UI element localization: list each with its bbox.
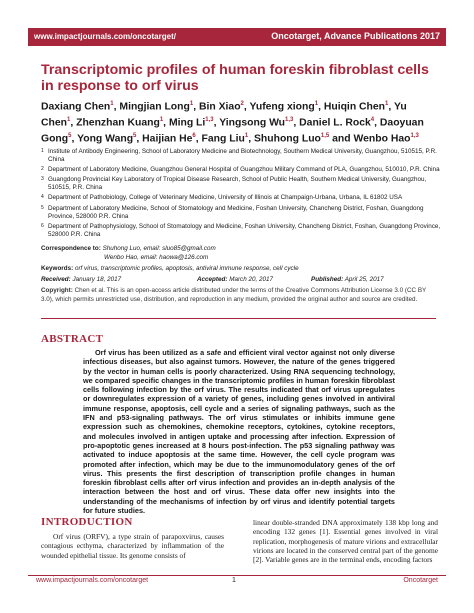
accepted-date: Accepted: March 20, 2017 bbox=[197, 276, 273, 283]
author-name: Daxiang Chen bbox=[41, 101, 111, 113]
affiliation-number: 3 bbox=[41, 176, 44, 183]
author-name: Wenbo Hao bbox=[353, 133, 411, 145]
author-name: Fang Liu bbox=[201, 133, 245, 145]
affiliation-number: 2 bbox=[41, 166, 44, 173]
affiliation bbox=[41, 194, 441, 202]
author-name: Huiqin Chen bbox=[323, 101, 386, 113]
affiliation-text: Department of Laboratory Medicine, Guangzhou General Hospital of Guangzhou Military Command of PLA, Guangzhou, 510010, P.R. China bbox=[48, 166, 440, 174]
footer-divider bbox=[28, 575, 446, 576]
author-list: Daxiang Chen$^1$, Mingjian Long$^1$, Bin Xiao$^2$, Yufeng xiong$^1$, Huiqin Chen$^1$, Yu Chen$^1$, Zhenzhan Kuang$^1$, Ming Li$^{1,3}$, Yingsong Wu$^{1,3}$, Daniel L. Rock$^4$, Daoyuan Gong$^5$, Yong Wang$^5$, Haijian He$^6$, Fang Liu$^1$, Shuhong Luo$^{1,5}$ and Wenbo Hao$^{1,3}$ bbox=[41, 101, 424, 145]
author-name: Zhenzhan Kuang bbox=[76, 117, 160, 129]
author-affiliation-ref: 1,3 bbox=[285, 117, 294, 124]
keywords bbox=[41, 265, 441, 272]
correspondence-line[interactable]: Shuhong Luo, email: sluo85@gmail.com bbox=[102, 245, 216, 252]
author-name: Daoyuan Gong bbox=[41, 117, 424, 145]
keywords-label: Keywords: bbox=[41, 265, 74, 272]
received-date: Received: January 18, 2017 bbox=[41, 276, 122, 283]
publication-label: Oncotarget, Advance Publications 2017 bbox=[271, 31, 440, 41]
affiliation-text: Institute of Antibody Engineering, School of Laboratory Medicine and Biotechnology, Southern Medical University, Guangzhou, 510515, P.R. China bbox=[48, 148, 437, 164]
published-date: Published: April 25, 2017 bbox=[311, 276, 384, 283]
author-affiliation-ref: 1,5 bbox=[320, 133, 330, 140]
affiliation bbox=[41, 176, 441, 192]
copyright-notice bbox=[41, 287, 437, 305]
footer-journal: Oncotarget bbox=[403, 577, 438, 584]
author-affiliation-ref: 1 bbox=[159, 117, 164, 124]
affiliation-number: 6 bbox=[41, 222, 44, 229]
introduction-heading: INTRODUCTION bbox=[41, 516, 133, 528]
footer-url[interactable]: www.impactjournals.com/oncotarget bbox=[36, 577, 149, 584]
author-name: Haijian He bbox=[142, 133, 193, 145]
section-divider bbox=[41, 318, 436, 319]
author-affiliation-ref: 1 bbox=[385, 101, 389, 107]
introduction-column-right: linear double-stranded DNA approximately 138 kbp long and encoding 132 genes [1]. Essential genes involved in viral replication, morphogenesis of mature virions and extracellular virions are located in the conserved central part of the genome [2]. Variable genes are in the terminal ends, encoding factors bbox=[253, 518, 438, 565]
page-number: 1 bbox=[232, 577, 236, 584]
affiliation-text: Department of Pathobiology, College of Veterinary Medicine, University of Illinois at Champaign-Urbana, Urbana, IL 61802 USA bbox=[48, 194, 403, 202]
author-name: Bin Xiao bbox=[198, 101, 241, 113]
affiliation-number: 1 bbox=[41, 148, 44, 154]
author-affiliation-ref: 1 bbox=[66, 117, 71, 124]
author-affiliation-ref: 1 bbox=[189, 101, 194, 107]
author-name: Yufeng xiong bbox=[249, 101, 315, 113]
affiliation bbox=[41, 223, 441, 239]
author-conjunction: and bbox=[332, 133, 351, 145]
author-name: Shuhong Luo bbox=[253, 133, 321, 145]
abstract-text: Orf virus has been utilized as a safe and efficient viral vector against not only diverse infectious diseases, but also against tumors. However, the nature of the genes triggered by the vector in human cells is poorly characterized. Using RNA sequencing technology, we compared specific changes in the transcriptomic profiles in human foreskin fibroblast cells following infection by the orf virus. The results indicated that orf virus upregulates or downregulates expression of a variety of genes, including genes involved in antiviral immune response, apoptosis, cell cycle and a series of signaling pathways, such as the IFN and p53-signaling pathways. The orf virus stimulates or inhibits immune gene expression such as chemokines, chemokine receptors, cytokines, cytokine receptors, and molecules involved in antigen uptake and processing after infection. Expression of pro-apoptotic genes increased at 8 hours post-infection. The p53 signaling pathway was activated to induce apoptosis at the same time. However, the cell cycle program was promoted after infection, which may be due to the immunomodulatory genes of the orf virus. This presents the first description of transcription profile changes in human foreskin fibroblast cells after orf virus infection and provides an in-depth analysis of the interaction between the host and orf virus. These data offer new insights into the understanding of the mechanisms of infection by orf virus and identify potential targets for future studies. bbox=[83, 348, 395, 516]
author-affiliation-ref: 5 bbox=[68, 133, 72, 140]
author-name: Yong Wang bbox=[77, 133, 134, 145]
introduction-column-left: Orf virus (ORFV), a type strain of parapoxvirus, causes contagious ecthyma, characterized by inflammation of the wounded epithelial tissue. Its genome consists of bbox=[41, 532, 224, 560]
author-affiliation-ref: 1 bbox=[244, 133, 249, 140]
affiliation-list bbox=[41, 148, 441, 241]
article-title: Transcriptomic profiles of human foreskin fibroblast cells in response to orf virus bbox=[41, 62, 429, 94]
abstract-heading: ABSTRACT bbox=[41, 333, 104, 345]
affiliation-text: Guangdong Provincial Key Laboratory of Tropical Disease Research, School of Public Health, Southern Medical University, Guangzhou, 510515, P.R. China bbox=[48, 176, 427, 192]
author-affiliation-ref: 1,3 bbox=[410, 133, 419, 140]
affiliation-number: 4 bbox=[41, 194, 44, 201]
affiliation bbox=[41, 148, 441, 164]
author-affiliation-ref: 6 bbox=[192, 133, 196, 140]
article-dates bbox=[41, 276, 441, 283]
author-affiliation-ref: 1,3 bbox=[205, 117, 214, 124]
copyright-label: Copyright: bbox=[41, 287, 73, 294]
affiliation-text: Department of Pathophysiology, School of Stomatology and Medicine, Foshan University, Chancheng District, Foshan, Guangdong Province, 528000 P.R. China bbox=[48, 222, 441, 238]
journal-header-bar bbox=[28, 28, 446, 46]
author-affiliation-ref: 1 bbox=[110, 101, 114, 107]
correspondence bbox=[41, 245, 441, 262]
author-affiliation-ref: 4 bbox=[370, 117, 375, 124]
author-name: Daniel L. Rock bbox=[299, 117, 371, 129]
affiliation bbox=[41, 205, 441, 221]
journal-url[interactable]: www.impactjournals.com/oncotarget/ bbox=[34, 32, 176, 41]
author-affiliation-ref: 5 bbox=[133, 133, 137, 140]
author-name: Mingjian Long bbox=[119, 101, 190, 113]
affiliation-number: 5 bbox=[41, 204, 44, 211]
correspondence-line[interactable]: Wenbo Hao, email: haowa@126.com bbox=[104, 253, 209, 261]
author-name: Ming Li bbox=[168, 117, 206, 129]
correspondence-label: Correspondence to: bbox=[41, 245, 101, 252]
keywords-value: orf virus, transcriptomic profiles, apoptosis, antiviral immune response, cell cycle bbox=[74, 265, 299, 272]
affiliation bbox=[41, 166, 441, 174]
author-name: Yingsong Wu bbox=[219, 117, 286, 129]
author-affiliation-ref: 2 bbox=[240, 101, 244, 107]
author-name: Yu Chen bbox=[41, 101, 407, 129]
affiliation-text: Department of Laboratory Medicine, School of Stomatology and Medicine, Foshan University, Chancheng District, Foshan, Guangdong Province, 528000 P.R. China bbox=[48, 204, 424, 220]
copyright-text: Chen et al. This is an open-access article distributed under the terms of the Creative Commons Attribution License 3.0 (CC BY 3.0), which permits unrestricted use, distribution, and reproduction in any medium, provided the original author and source are credited. bbox=[41, 287, 427, 303]
author-affiliation-ref: 1 bbox=[314, 101, 319, 107]
